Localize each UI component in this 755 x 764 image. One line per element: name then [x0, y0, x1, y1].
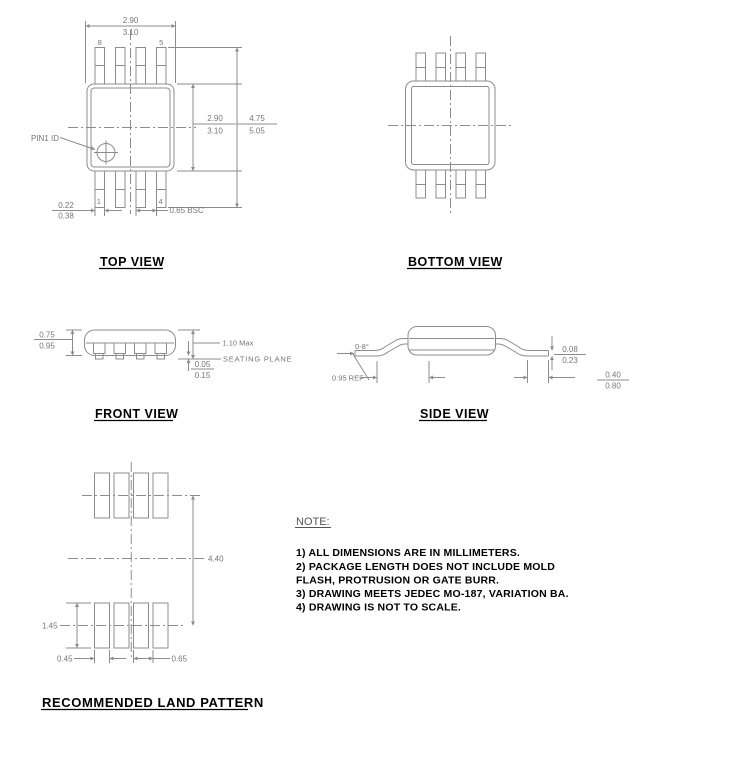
top-view	[31, 16, 277, 269]
note-line: 4) DRAWING IS NOT TO SCALE.	[296, 601, 462, 614]
notes	[295, 516, 569, 614]
note-line: 2) PACKAGE LENGTH DOES NOT INCLUDE MOLD	[296, 561, 556, 573]
dim-body-length-max: 3.10	[207, 126, 223, 136]
pin-number-5: 5	[159, 38, 164, 47]
seating-plane-label: SEATING PLANE	[223, 354, 293, 364]
dim-foot-length-min: 0.40	[605, 370, 621, 380]
note-heading: NOTE:	[296, 516, 330, 528]
dim-pad-width	[57, 650, 126, 664]
dim-body-length	[177, 84, 242, 171]
dim-lead-length-ref-value: 0.95 REF	[332, 373, 364, 383]
side-view-title: SIDE VIEW	[420, 407, 490, 421]
side-view	[332, 327, 629, 422]
dim-lead-thickness-max: 0.23	[562, 356, 578, 365]
pin-number-8: 8	[97, 38, 102, 47]
dim-body-width-min: 2.90	[122, 16, 139, 25]
dim-lead-width-min: 0.22	[58, 201, 74, 210]
land-pattern-title: RECOMMENDED LAND PATTERN	[42, 695, 264, 710]
dim-lead-pitch-value: 0.65 BSC	[169, 206, 204, 215]
dim-lead-pitch	[136, 194, 204, 216]
dim-lead-thickness	[552, 336, 586, 370]
dim-row-pitch-value: 4.40	[208, 554, 224, 564]
pin-number-4: 4	[158, 197, 163, 206]
lead-foot	[137, 354, 145, 360]
dim-standoff-max: 0.15	[194, 371, 211, 380]
pin1-id-marker	[94, 141, 118, 165]
package-body-outline	[408, 327, 496, 356]
dim-standoff-min: 0.05	[194, 360, 211, 369]
pin1-id-label: PIN1 ID	[31, 134, 60, 143]
dim-overall-width-min: 4.75	[249, 114, 265, 123]
dim-overall-width-max: 5.05	[249, 126, 265, 136]
dim-lead-thickness-min: 0.08	[562, 345, 578, 354]
dim-body-width-max: 3.10	[122, 28, 139, 37]
dim-lead-angle-value: 0-8°	[355, 342, 369, 351]
dim-body-length-min: 2.90	[207, 114, 223, 123]
bottom-view	[388, 36, 512, 269]
lead	[155, 343, 167, 354]
note-line: FLASH, PROTRUSION OR GATE BURR.	[296, 574, 500, 587]
dim-lead-length-ref	[332, 361, 445, 383]
dim-overall-height-value: 1.10 Max	[222, 338, 254, 348]
land-pattern	[41, 462, 264, 710]
bottom-view-title: BOTTOM VIEW	[408, 255, 503, 269]
dim-row-pitch	[193, 496, 224, 626]
dim-standoff	[189, 341, 215, 380]
lead	[114, 343, 126, 354]
note-line: 1) ALL DIMENSIONS ARE IN MILLIMETERS.	[296, 547, 521, 559]
dim-pad-pitch	[134, 650, 188, 664]
pin-number-1: 1	[96, 197, 101, 206]
lead-foot	[116, 354, 124, 360]
dim-body-thickness-min: 0.75	[39, 330, 55, 340]
dim-pad-pitch-value: 0.65	[171, 654, 188, 664]
dim-lead-width	[52, 194, 122, 221]
top-view-title: TOP VIEW	[100, 255, 165, 269]
dim-body-thickness-max: 0.95	[39, 341, 55, 351]
leader-line	[60, 138, 95, 150]
dim-lead-width-max: 0.38	[58, 211, 74, 221]
front-view-title: FRONT VIEW	[95, 407, 179, 421]
lead	[94, 343, 106, 354]
lead-foot	[96, 354, 104, 360]
note-line: 3) DRAWING MEETS JEDEC MO-187, VARIATION BA.	[296, 588, 569, 600]
lead-edge	[496, 339, 549, 351]
front-view-leads	[94, 343, 167, 359]
dim-pad-width-value: 0.45	[57, 654, 73, 664]
lead-foot	[157, 354, 165, 360]
dim-body-thickness	[34, 330, 82, 356]
dim-foot-length-max: 0.80	[605, 381, 621, 391]
gullwing-lead-right	[496, 339, 549, 357]
lead	[135, 343, 147, 354]
front-view	[34, 330, 292, 421]
dim-pad-length-value: 1.45	[42, 621, 58, 631]
